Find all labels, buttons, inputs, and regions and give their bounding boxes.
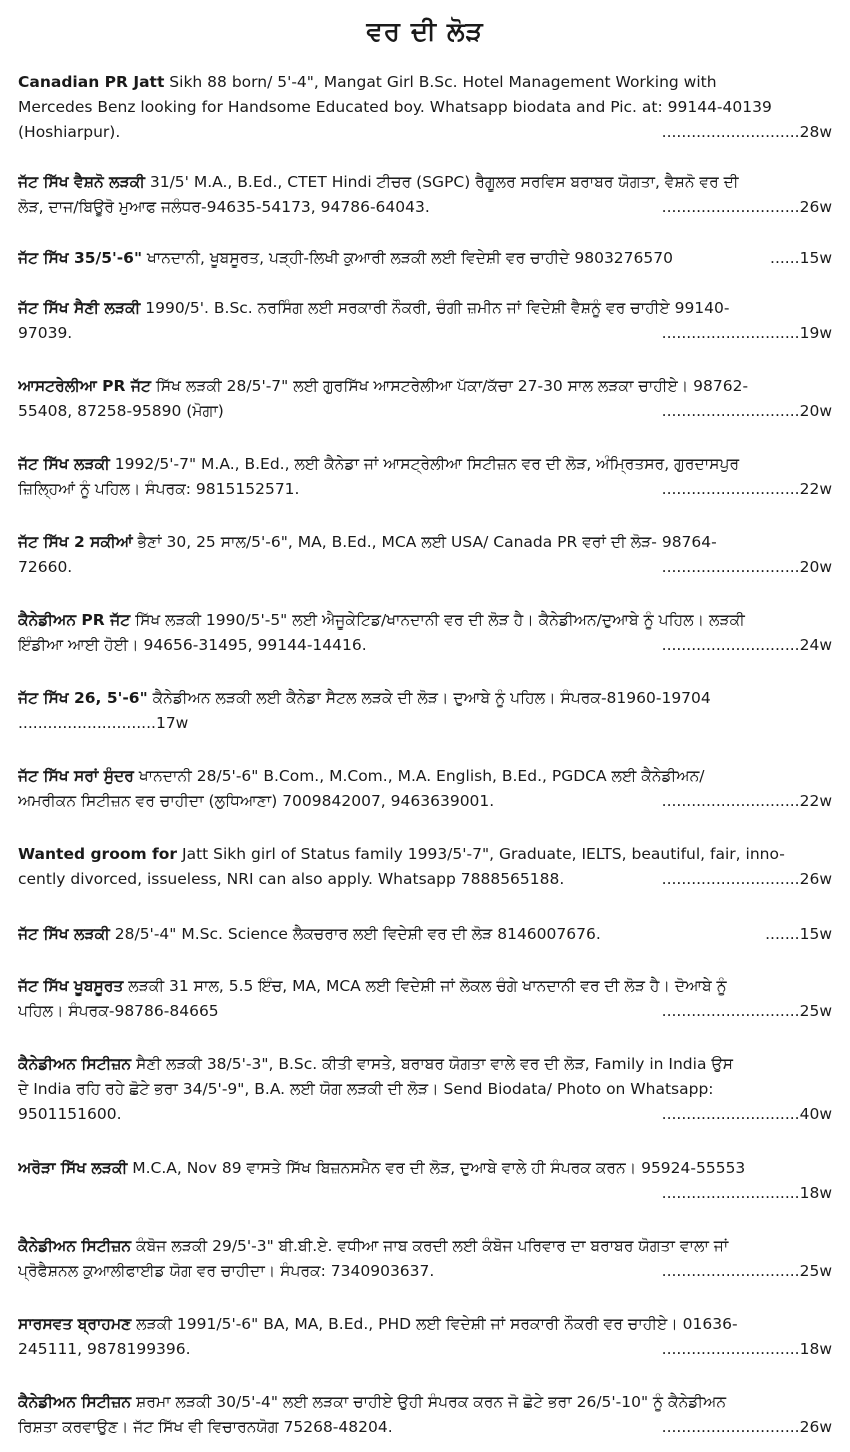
ad-lead: ਜੱਟ ਸਿੱਖ ਸੈਣੀ ਲੜਕੀ	[18, 299, 141, 317]
ad-text: 1990/5'. B.Sc. ਨਰਸਿੰਗ ਲਈ ਸਰਕਾਰੀ ਨੌਕਰੀ, ਚੰਗੀ ਜ਼ਮੀਨ ਜਾਂ ਵਿਦੇਸ਼ੀ ਵੈਸ਼ਨੂੰ ਵਰ ਚਾਹੀਏ 99140-	[140, 299, 730, 317]
ad-text: ਕੈਨੇਡੀਅਨ ਲੜਕੀ ਲਈ ਕੈਨੇਡਾ ਸੈਟਲ ਲੜਕੇ ਦੀ ਲੋੜ। ਦੁਆਬੇ ਨੂੰ ਪਹਿਲ। ਸੰਪਰਕ-81960-19704	[147, 689, 711, 707]
ad-price: .......15w	[765, 925, 832, 943]
ad-text: Jatt Sikh girl of Status family 1993/5'-7", Graduate, IELTS, beautiful, fair, inno-	[177, 845, 785, 863]
ad-text: ਖਾਨਦਾਨੀ, ਖੂਬਸੂਰਤ, ਪੜ੍ਹੀ-ਲਿਖੀ ਕੁਆਰੀ ਲੜਕੀ ਲਈ ਵਿਦੇਸ਼ੀ ਵਰ ਚਾਹੀਦੇ 9803276570	[142, 249, 673, 267]
ad-text: Sikh 88 born/ 5'-4", Mangat Girl B.Sc. Hotel Management Working with	[164, 73, 717, 91]
ad-text: Mercedes Benz looking for Handsome Educated boy. Whatsapp biodata and Pic. at: 99144-40139	[18, 98, 772, 116]
ad-price: ............................25w	[661, 1002, 832, 1020]
ad-price: ............................26w	[661, 1418, 832, 1436]
ad-item	[18, 1312, 832, 1362]
ad-price: ............................22w	[661, 792, 832, 810]
ad-text: ਇੰਡੀਆ ਆਈ ਹੋਈ। 94656-31495, 99144-14416.	[18, 636, 367, 654]
ad-price: ............................22w	[661, 480, 832, 498]
ad-text: (Hoshiarpur).	[18, 123, 121, 141]
ad-price: ............................28w	[661, 123, 832, 141]
ad-item	[18, 246, 832, 271]
ad-lead: Canadian PR Jatt	[18, 73, 165, 91]
ad-lead: ਕੈਨੇਡੀਅਨ ਸਿਟੀਜ਼ਨ	[18, 1237, 132, 1255]
ad-lead: ਕੈਨੇਡੀਅਨ ਸਿਟੀਜ਼ਨ	[18, 1055, 132, 1073]
ad-item	[18, 922, 832, 947]
ad-lead: ਜੱਟ ਸਿੱਖ ਵੈਸ਼ਨੋ ਲੜਕੀ	[18, 173, 145, 191]
ad-text: ਲੜਕੀ 1991/5'-6" BA, MA, B.Ed., PHD ਲਈ ਵਿਦੇਸ਼ੀ ਜਾਂ ਸਰਕਾਰੀ ਨੌਕਰੀ ਵਰ ਚਾਹੀਏ। 01636-	[131, 1315, 738, 1333]
ad-item	[18, 764, 832, 814]
ad-text: ਸਿੱਖ ਲੜਕੀ 28/5'-7" ਲਈ ਗੁਰਸਿੱਖ ਆਸਟਰੇਲੀਆ ਪੱਕਾ/ਕੱਚਾ 27-30 ਸਾਲ ਲੜਕਾ ਚਾਹੀਏ। 98762-	[150, 377, 749, 395]
ad-lead: ਕੈਨੇਡੀਅਨ ਸਿਟੀਜ਼ਨ	[18, 1393, 132, 1411]
ad-item	[18, 842, 832, 892]
ad-price: ............................40w	[661, 1105, 832, 1123]
ad-lead: ਜੱਟ ਸਿੱਖ 2 ਸਕੀਆਂ	[18, 533, 133, 551]
ad-text: ਪ੍ਰੋਫੈਸ਼ਨਲ ਕੁਆਲੀਫਾਈਡ ਯੋਗ ਵਰ ਚਾਹੀਦਾ। ਸੰਪਰਕ: 7340903637.	[18, 1262, 435, 1280]
ad-item	[18, 1234, 832, 1284]
ad-price: ............................18w	[661, 1184, 832, 1202]
ad-text: 97039.	[18, 324, 73, 342]
ad-lead: ਜੱਟ ਸਿੱਖ 26, 5'-6"	[18, 689, 148, 707]
ad-text: 31/5' M.A., B.Ed., CTET Hindi ਟੀਚਰ (SGPC) ਰੈਗੂਲਰ ਸਰਵਿਸ ਬਰਾਬਰ ਯੋਗਤਾ, ਵੈਸ਼ਨੋ ਵਰ ਦੀ	[144, 173, 739, 191]
ad-item	[18, 70, 832, 145]
ad-text: 55408, 87258-95890 (ਮੋਗਾ)	[18, 402, 224, 420]
ad-price: ............................17w	[18, 714, 189, 732]
ad-text: 1992/5'-7" M.A., B.Ed., ਲਈ ਕੈਨੇਡਾ ਜਾਂ ਆਸਟ੍ਰੇਲੀਆ ਸਿਟੀਜ਼ਨ ਵਰ ਦੀ ਲੋੜ, ਅੰਮ੍ਰਿਤਸਰ, ਗੁਰਦਾਸਪੁਰ	[109, 455, 740, 473]
ad-text: ਸਿੱਖ ਲੜਕੀ 1990/5'-5" ਲਈ ਐਜੂਕੇਟਿਡ/ਖਾਨਦਾਨੀ ਵਰ ਦੀ ਲੋੜ ਹੈ। ਕੈਨੇਡੀਅਨ/ਦੁਆਬੇ ਨੂੰ ਪਹਿਲ। ਲੜਕੀ	[130, 611, 745, 629]
ad-text: ਸ਼ਰਮਾ ਲੜਕੀ 30/5'-4" ਲਈ ਲੜਕਾ ਚਾਹੀਏ ਉਹੀ ਸੰਪਰਕ ਕਰਨ ਜੋ ਛੋਟੇ ਭਰਾ 26/5'-10" ਨੂੰ ਕੈਨੇਡੀਅਨ	[131, 1393, 727, 1411]
ad-text: ਜ਼ਿਲ੍ਹਿਆਂ ਨੂੰ ਪਹਿਲ। ਸੰਪਰਕ: 9815152571.	[18, 480, 300, 498]
ad-item	[18, 170, 832, 220]
ad-lead: ਸਾਰਸਵਤ ਬ੍ਰਾਹਮਣ	[18, 1315, 132, 1333]
ad-lead: ਜੱਟ ਸਿੱਖ 35/5'-6"	[18, 249, 143, 267]
ad-lead: ਜੱਟ ਸਿੱਖ ਲੜਕੀ	[18, 925, 110, 943]
ad-item	[18, 1390, 832, 1440]
ad-text: ਪਹਿਲ। ਸੰਪਰਕ-98786-84665	[18, 1002, 219, 1020]
ad-text: ਅਮਰੀਕਨ ਸਿਟੀਜ਼ਨ ਵਰ ਚਾਹੀਦਾ (ਲੁਧਿਆਣਾ) 7009842007, 9463639001.	[18, 792, 495, 810]
ad-lead: ਜੱਟ ਸਿੱਖ ਖੂਬਸੂਰਤ	[18, 977, 124, 995]
ad-price: ............................20w	[661, 402, 832, 420]
ad-item	[18, 374, 832, 424]
ad-text: ਦੇ India ਰਹਿ ਰਹੇ ਛੋਟੇ ਭਰਾ 34/5'-9", B.A. ਲਈ ਯੋਗ ਲੜਕੀ ਦੀ ਲੋੜ। Send Biodata/ Photo on Whatsapp:	[18, 1080, 714, 1098]
ad-item	[18, 974, 832, 1024]
ad-text: ਲੜਕੀ 31 ਸਾਲ, 5.5 ਇੰਚ, MA, MCA ਲਈ ਵਿਦੇਸ਼ੀ ਜਾਂ ਲੋਕਲ ਚੰਗੇ ਖਾਨਦਾਨੀ ਵਰ ਦੀ ਲੋੜ ਹੈ। ਦੋਆਬੇ ਨੂੰ	[123, 977, 727, 995]
ad-lead: ਅਰੋੜਾ ਸਿੱਖ ਲੜਕੀ	[18, 1159, 128, 1177]
ad-lead: ਜੱਟ ਸਿੱਖ ਸਰਾਂ ਸੁੰਦਰ	[18, 767, 134, 785]
ad-lead: ਕੈਨੇਡੀਅਨ PR ਜੱਟ	[18, 611, 131, 629]
ad-item	[18, 296, 832, 346]
ad-price: ............................24w	[661, 636, 832, 654]
ad-text: ਖਾਨਦਾਨੀ 28/5'-6" B.Com., M.Com., M.A. English, B.Ed., PGDCA ਲਈ ਕੈਨੇਡੀਅਨ/	[133, 767, 705, 785]
ad-text: 72660.	[18, 558, 73, 576]
ad-price: ......15w	[770, 249, 832, 267]
ad-price: ............................26w	[661, 870, 832, 888]
ad-text: cently divorced, issueless, NRI can also apply. Whatsapp 7888565188.	[18, 870, 565, 888]
ad-item	[18, 686, 832, 736]
ad-text: ਭੈਣਾਂ 30, 25 ਸਾਲ/5'-6", MA, B.Ed., MCA ਲਈ USA/ Canada PR ਵਰਾਂ ਦੀ ਲੋੜ- 98764-	[132, 533, 717, 551]
ad-price: ............................18w	[661, 1340, 832, 1358]
ad-text: ਕੰਬੋਜ ਲੜਕੀ 29/5'-3" ਬੀ.ਬੀ.ਏ. ਵਧੀਆ ਜਾਬ ਕਰਦੀ ਲਈ ਕੰਬੋਜ ਪਰਿਵਾਰ ਦਾ ਬਰਾਬਰ ਯੋਗਤਾ ਵਾਲਾ ਜਾਂ	[131, 1237, 729, 1255]
ad-item	[18, 1156, 832, 1206]
ad-item	[18, 1052, 832, 1127]
ad-line	[18, 1156, 832, 1181]
page-title: ਵਰ ਦੀ ਲੋੜ	[366, 17, 484, 47]
ad-text: ਰਿਸ਼ਤਾ ਕਰਵਾਉਣ। ਜੱਟ ਸਿੱਖ ਵੀ ਵਿਚਾਰਨਯੋਗ 75268-48204.	[18, 1418, 393, 1436]
ad-text: ਸੈਣੀ ਲੜਕੀ 38/5'-3", B.Sc. ਕੀਤੀ ਵਾਸਤੇ, ਬਰਾਬਰ ਯੋਗਤਾ ਵਾਲੇ ਵਰ ਦੀ ਲੋੜ, Family in India ਉਸ	[131, 1055, 733, 1073]
ad-lead: Wanted groom for	[18, 845, 178, 863]
ad-text: ਲੋੜ, ਦਾਜ/ਬਿਊਰੋ ਮੁਆਫ ਜਲੰਧਰ-94635-54173, 94786-64043.	[18, 198, 430, 216]
ad-price: ............................20w	[661, 558, 832, 576]
ad-lead: ਜੱਟ ਸਿੱਖ ਲੜਕੀ	[18, 455, 110, 473]
ad-lead: ਆਸਟਰੇਲੀਆ PR ਜੱਟ	[18, 377, 151, 395]
ad-text: 245111, 9878199396.	[18, 1340, 191, 1358]
ad-price: ............................25w	[661, 1262, 832, 1280]
ad-text: M.C.A, Nov 89 ਵਾਸਤੇ ਸਿੱਖ ਬਿਜ਼ਨਸਮੈਨ ਵਰ ਦੀ ਲੋੜ, ਦੁਆਬੇ ਵਾਲੇ ਹੀ ਸੰਪਰਕ ਕਰਨ। 95924-55553	[127, 1159, 746, 1177]
ad-price: ............................26w	[661, 198, 832, 216]
ad-price: ............................19w	[661, 324, 832, 342]
ad-text: 28/5'-4" M.Sc. Science ਲੈਕਚਰਾਰ ਲਈ ਵਿਦੇਸ਼ੀ ਵਰ ਦੀ ਲੋੜ 8146007676.	[109, 925, 601, 943]
ad-text: 9501151600.	[18, 1105, 122, 1123]
ad-item	[18, 530, 832, 580]
ad-item	[18, 608, 832, 658]
ad-item	[18, 452, 832, 502]
